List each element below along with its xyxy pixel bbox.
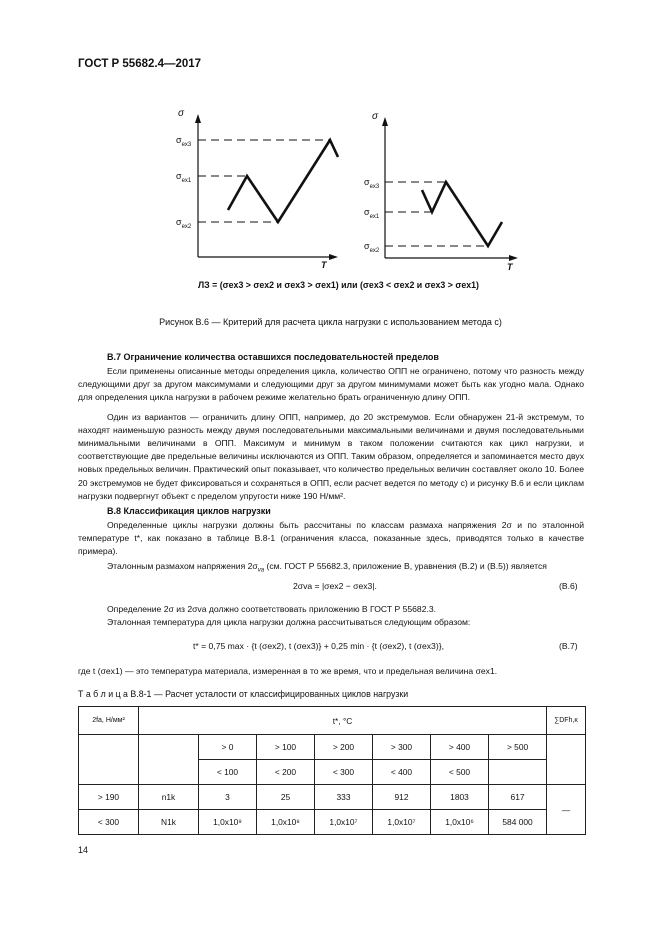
N-value: 1,0x10⁸ — [257, 810, 315, 835]
section-b7-p1: Если применены описанные методы определения цикла, количество ОПП не ограничено, потому что разность между следующими друг за другом максимумами и следующими друг за другом минимумами может быть как угодно мала. Однако для определения цикла нагрузки в рабочем режиме желательно брать ограниченную длину ОПП. — [78, 366, 584, 403]
n-value: 3 — [199, 785, 257, 810]
section-b8-p5: где t (σex1) — это температура материала, измеренная в то же время, что и предельная величина σex1. — [78, 666, 498, 676]
figure-condition: ЛЗ = (σex3 > σex2 и σex3 > σex1) или (σex3 < σex2 и σex3 > σex1) — [198, 280, 479, 290]
header-sum: ∑DFh,κ — [547, 707, 586, 735]
section-b7-p2: Один из вариантов — ограничить длину ОПП, например, до 20 экстремумов. Если обнаружен 21-й экстремум, то находят наименьшую разность между двумя последовательными максимальными величинами и двумя последовательными минимальными величинами в ОПП. Максимум и минимум в таком положении считаются как цикл нагрузки, и соответствующие две предельные величины исключаются из ОПП. Таким образом, определяется и запоминается место двух новых предельных величин. Практический опыт показывает, что количество предельных величин составляет около 10. Более 20 экстремумов не будет фиксироваться и сохраняться в ОПП, если расчет ведется по методу с) и рисунку В.6 и если циклам нагрузки подвергнут объект с пределом упругости ниже 190 Н/мм². — [78, 411, 584, 501]
right-label-ex1: $\sigma_{ex1}$ — [364, 207, 380, 220]
cell-empty — [79, 735, 139, 785]
N-value: 1,0x10⁷ — [315, 810, 373, 835]
page-number: 14 — [78, 845, 89, 855]
n-value: 25 — [257, 785, 315, 810]
left-t-label: T — [321, 260, 327, 270]
right-sigma-label: σ — [372, 111, 379, 122]
range-bottom: < 200 — [257, 760, 315, 785]
left-label-ex3: $\sigma_{ex3}$ — [176, 135, 192, 148]
range-bottom: < 100 — [199, 760, 257, 785]
cell-empty — [139, 735, 199, 785]
equation-b7-number: (В.7) — [559, 641, 578, 651]
range-bottom: < 400 — [373, 760, 431, 785]
header-stress: 2fa, Н/мм² — [79, 707, 139, 735]
left-signal-line — [228, 140, 338, 222]
range-top: > 0 — [199, 735, 257, 760]
right-t-label: T — [507, 262, 513, 272]
equation-b6: 2σva = |σex2 − σex3|. — [293, 581, 377, 591]
left-sigma-label: σ — [178, 108, 185, 119]
left-label-ex2: $\sigma_{ex2}$ — [176, 217, 192, 230]
N-value: 1,0x10⁷ — [373, 810, 431, 835]
right-chart — [364, 111, 518, 272]
n-value: 1803 — [431, 785, 489, 810]
range-bottom — [489, 760, 547, 785]
n-value: 333 — [315, 785, 373, 810]
section-b8-body2 — [78, 603, 584, 629]
section-b8-p4: Эталонная температура для цикла нагрузки должна рассчитываться следующим образом: — [107, 617, 471, 628]
left-chart — [176, 108, 338, 270]
N-value: 584 000 — [489, 810, 547, 835]
equation-b7: t* = 0,75 max · {t (σex2), t (σex3)} + 0,25 min · {t (σex2), t (σex3)}, — [193, 641, 444, 651]
equation-b6-number: (В.6) — [559, 581, 578, 591]
section-b8-body — [78, 519, 584, 578]
section-b7-title: В.7 Ограничение количества оставшихся последовательностей пределов — [107, 352, 439, 362]
stress-bottom: < 300 — [79, 810, 139, 835]
range-top: > 100 — [257, 735, 315, 760]
right-label-ex3: $\sigma_{ex3}$ — [364, 177, 380, 190]
figure-caption: Рисунок В.6 — Критерий для расчета цикла нагрузки с использованием метода с) — [159, 317, 502, 327]
row-N-label: N1k — [139, 810, 199, 835]
range-top: > 400 — [431, 735, 489, 760]
range-top: > 500 — [489, 735, 547, 760]
n-value: 617 — [489, 785, 547, 810]
n-value: 912 — [373, 785, 431, 810]
document-header: ГОСТ Р 55682.4—2017 — [78, 58, 202, 70]
figure-b6 — [0, 0, 661, 310]
row-n-label: n1k — [139, 785, 199, 810]
table-title: Т а б л и ц а В.8-1 — Расчет усталости от классифицированных циклов нагрузки — [78, 689, 409, 699]
range-top: > 300 — [373, 735, 431, 760]
stress-top: > 190 — [79, 785, 139, 810]
table-b8-1 — [78, 706, 586, 835]
section-b8-p3: Определение 2σ из 2σva должно соответствовать приложению В ГОСТ Р 55682.3. — [107, 604, 437, 614]
section-b8-title: В.8 Классификация циклов нагрузки — [107, 506, 271, 516]
header-temperature: t*, °C — [139, 707, 547, 735]
right-signal-line — [422, 182, 502, 246]
right-label-ex2: $\sigma_{ex2}$ — [364, 241, 380, 254]
sum-value: — — [547, 785, 586, 835]
cell-empty — [547, 735, 586, 785]
section-b8-p1: Определенные циклы нагрузки должны быть рассчитаны по классам размаха напряжения 2σ и по эталонной температуре t*, как показано в таблице В.8-1 (ограничения класса, показанные здесь, приводятся только в качестве примера). — [78, 520, 584, 557]
section-b8-p2: Эталонным размахом напряжения $2\sigma_{va}$ (см. ГОСТ Р 55682.3, приложение В, уравнения (В.2) и (В.5)) является — [107, 560, 547, 574]
N-value: 1,0x10⁹ — [199, 810, 257, 835]
range-top: > 200 — [315, 735, 373, 760]
N-value: 1,0x10⁶ — [431, 810, 489, 835]
left-label-ex1: $\sigma_{ex1}$ — [176, 171, 192, 184]
section-b7-body — [78, 365, 584, 503]
range-bottom: < 500 — [431, 760, 489, 785]
range-bottom: < 300 — [315, 760, 373, 785]
